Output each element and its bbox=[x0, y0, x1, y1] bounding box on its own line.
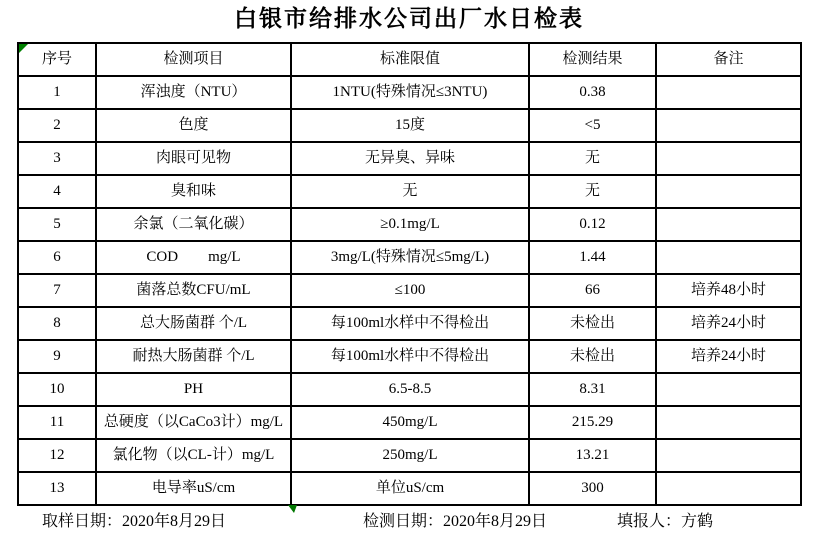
table-row bbox=[18, 406, 801, 439]
row-number-cell: 3 bbox=[18, 142, 96, 175]
limit-cell: 单位uS/cm bbox=[291, 472, 529, 505]
item-cell: 菌落总数CFU/mL bbox=[96, 274, 291, 307]
table-row bbox=[18, 340, 801, 373]
table-row bbox=[18, 307, 801, 340]
item-cell: 浑浊度（NTU） bbox=[96, 76, 291, 109]
table-row bbox=[18, 142, 801, 175]
testing-date bbox=[363, 511, 547, 533]
table-row bbox=[18, 274, 801, 307]
limit-cell: 无 bbox=[291, 175, 529, 208]
note-cell: 培养24小时 bbox=[656, 307, 801, 340]
green-marker-icon bbox=[287, 505, 297, 513]
table-body bbox=[18, 76, 801, 505]
result-cell: 66 bbox=[529, 274, 656, 307]
limit-cell: 每100ml水样中不得检出 bbox=[291, 307, 529, 340]
testing-date-label: 检测日期： bbox=[363, 513, 444, 530]
note-cell bbox=[656, 439, 801, 472]
limit-cell: 6.5-8.5 bbox=[291, 373, 529, 406]
green-corner-indicator-icon bbox=[19, 44, 28, 53]
note-cell bbox=[656, 175, 801, 208]
note-cell bbox=[656, 472, 801, 505]
item-cell: 耐热大肠菌群 个/L bbox=[96, 340, 291, 373]
sampling-date-value: 2020年8月29日 bbox=[122, 513, 227, 530]
row-number-cell: 11 bbox=[18, 406, 96, 439]
result-cell: 215.29 bbox=[529, 406, 656, 439]
limit-cell: 250mg/L bbox=[291, 439, 529, 472]
result-cell: 8.31 bbox=[529, 373, 656, 406]
row-number-cell: 4 bbox=[18, 175, 96, 208]
note-cell bbox=[656, 109, 801, 142]
item-cell: 总硬度（以CaCo3计）mg/L bbox=[96, 406, 291, 439]
item-cell: 电导率uS/cm bbox=[96, 472, 291, 505]
header-test-result: 检测结果 bbox=[529, 43, 656, 76]
limit-cell: 15度 bbox=[291, 109, 529, 142]
limit-cell: 每100ml水样中不得检出 bbox=[291, 340, 529, 373]
result-cell: 无 bbox=[529, 142, 656, 175]
row-number-cell: 13 bbox=[18, 472, 96, 505]
row-number-cell: 7 bbox=[18, 274, 96, 307]
table-row bbox=[18, 241, 801, 274]
limit-cell: 450mg/L bbox=[291, 406, 529, 439]
header-remarks: 备注 bbox=[656, 43, 801, 76]
item-cell: 余氯（二氧化碳） bbox=[96, 208, 291, 241]
header-serial-number: 序号 bbox=[18, 43, 96, 76]
note-cell bbox=[656, 142, 801, 175]
reporter bbox=[617, 511, 713, 533]
header-standard-limit: 标准限值 bbox=[291, 43, 529, 76]
sampling-date bbox=[42, 511, 226, 533]
result-cell: 300 bbox=[529, 472, 656, 505]
result-cell: <5 bbox=[529, 109, 656, 142]
table-row bbox=[18, 373, 801, 406]
table-row bbox=[18, 175, 801, 208]
row-number-cell: 5 bbox=[18, 208, 96, 241]
item-cell: PH bbox=[96, 373, 291, 406]
result-cell: 无 bbox=[529, 175, 656, 208]
limit-cell: 无异臭、异味 bbox=[291, 142, 529, 175]
result-cell: 0.38 bbox=[529, 76, 656, 109]
header-test-item: 检测项目 bbox=[96, 43, 291, 76]
note-cell: 培养48小时 bbox=[656, 274, 801, 307]
table-row bbox=[18, 208, 801, 241]
table-row bbox=[18, 76, 801, 109]
result-cell: 0.12 bbox=[529, 208, 656, 241]
result-cell: 未检出 bbox=[529, 307, 656, 340]
water-quality-table bbox=[17, 42, 802, 506]
row-number-cell: 9 bbox=[18, 340, 96, 373]
item-cell: COD mg/L bbox=[96, 241, 291, 274]
row-number-cell: 12 bbox=[18, 439, 96, 472]
limit-cell: ≥0.1mg/L bbox=[291, 208, 529, 241]
row-number-cell: 8 bbox=[18, 307, 96, 340]
item-cell: 臭和味 bbox=[96, 175, 291, 208]
sampling-date-label: 取样日期： bbox=[42, 513, 123, 530]
table-row bbox=[18, 472, 801, 505]
note-cell bbox=[656, 241, 801, 274]
result-cell: 1.44 bbox=[529, 241, 656, 274]
item-cell: 色度 bbox=[96, 109, 291, 142]
result-cell: 未检出 bbox=[529, 340, 656, 373]
row-number-cell: 6 bbox=[18, 241, 96, 274]
item-cell: 肉眼可见物 bbox=[96, 142, 291, 175]
row-number-cell: 2 bbox=[18, 109, 96, 142]
item-cell: 总大肠菌群 个/L bbox=[96, 307, 291, 340]
result-cell: 13.21 bbox=[529, 439, 656, 472]
table-row bbox=[18, 109, 801, 142]
table-row bbox=[18, 439, 801, 472]
table-header-row bbox=[18, 43, 801, 76]
note-cell bbox=[656, 373, 801, 406]
page-title: 白银市给排水公司出厂水日检表 bbox=[234, 6, 584, 31]
row-number-cell: 1 bbox=[18, 76, 96, 109]
note-cell bbox=[656, 406, 801, 439]
limit-cell: ≤100 bbox=[291, 274, 529, 307]
reporter-label: 填报人： bbox=[617, 513, 682, 530]
note-cell: 培养24小时 bbox=[656, 340, 801, 373]
note-cell bbox=[656, 76, 801, 109]
testing-date-value: 2020年8月29日 bbox=[443, 513, 548, 530]
note-cell bbox=[656, 208, 801, 241]
limit-cell: 1NTU(特殊情况≤3NTU) bbox=[291, 76, 529, 109]
limit-cell: 3mg/L(特殊情况≤5mg/L) bbox=[291, 241, 529, 274]
row-number-cell: 10 bbox=[18, 373, 96, 406]
reporter-value: 方鹤 bbox=[681, 513, 714, 530]
item-cell: 氯化物（以CL-计）mg/L bbox=[96, 439, 291, 472]
